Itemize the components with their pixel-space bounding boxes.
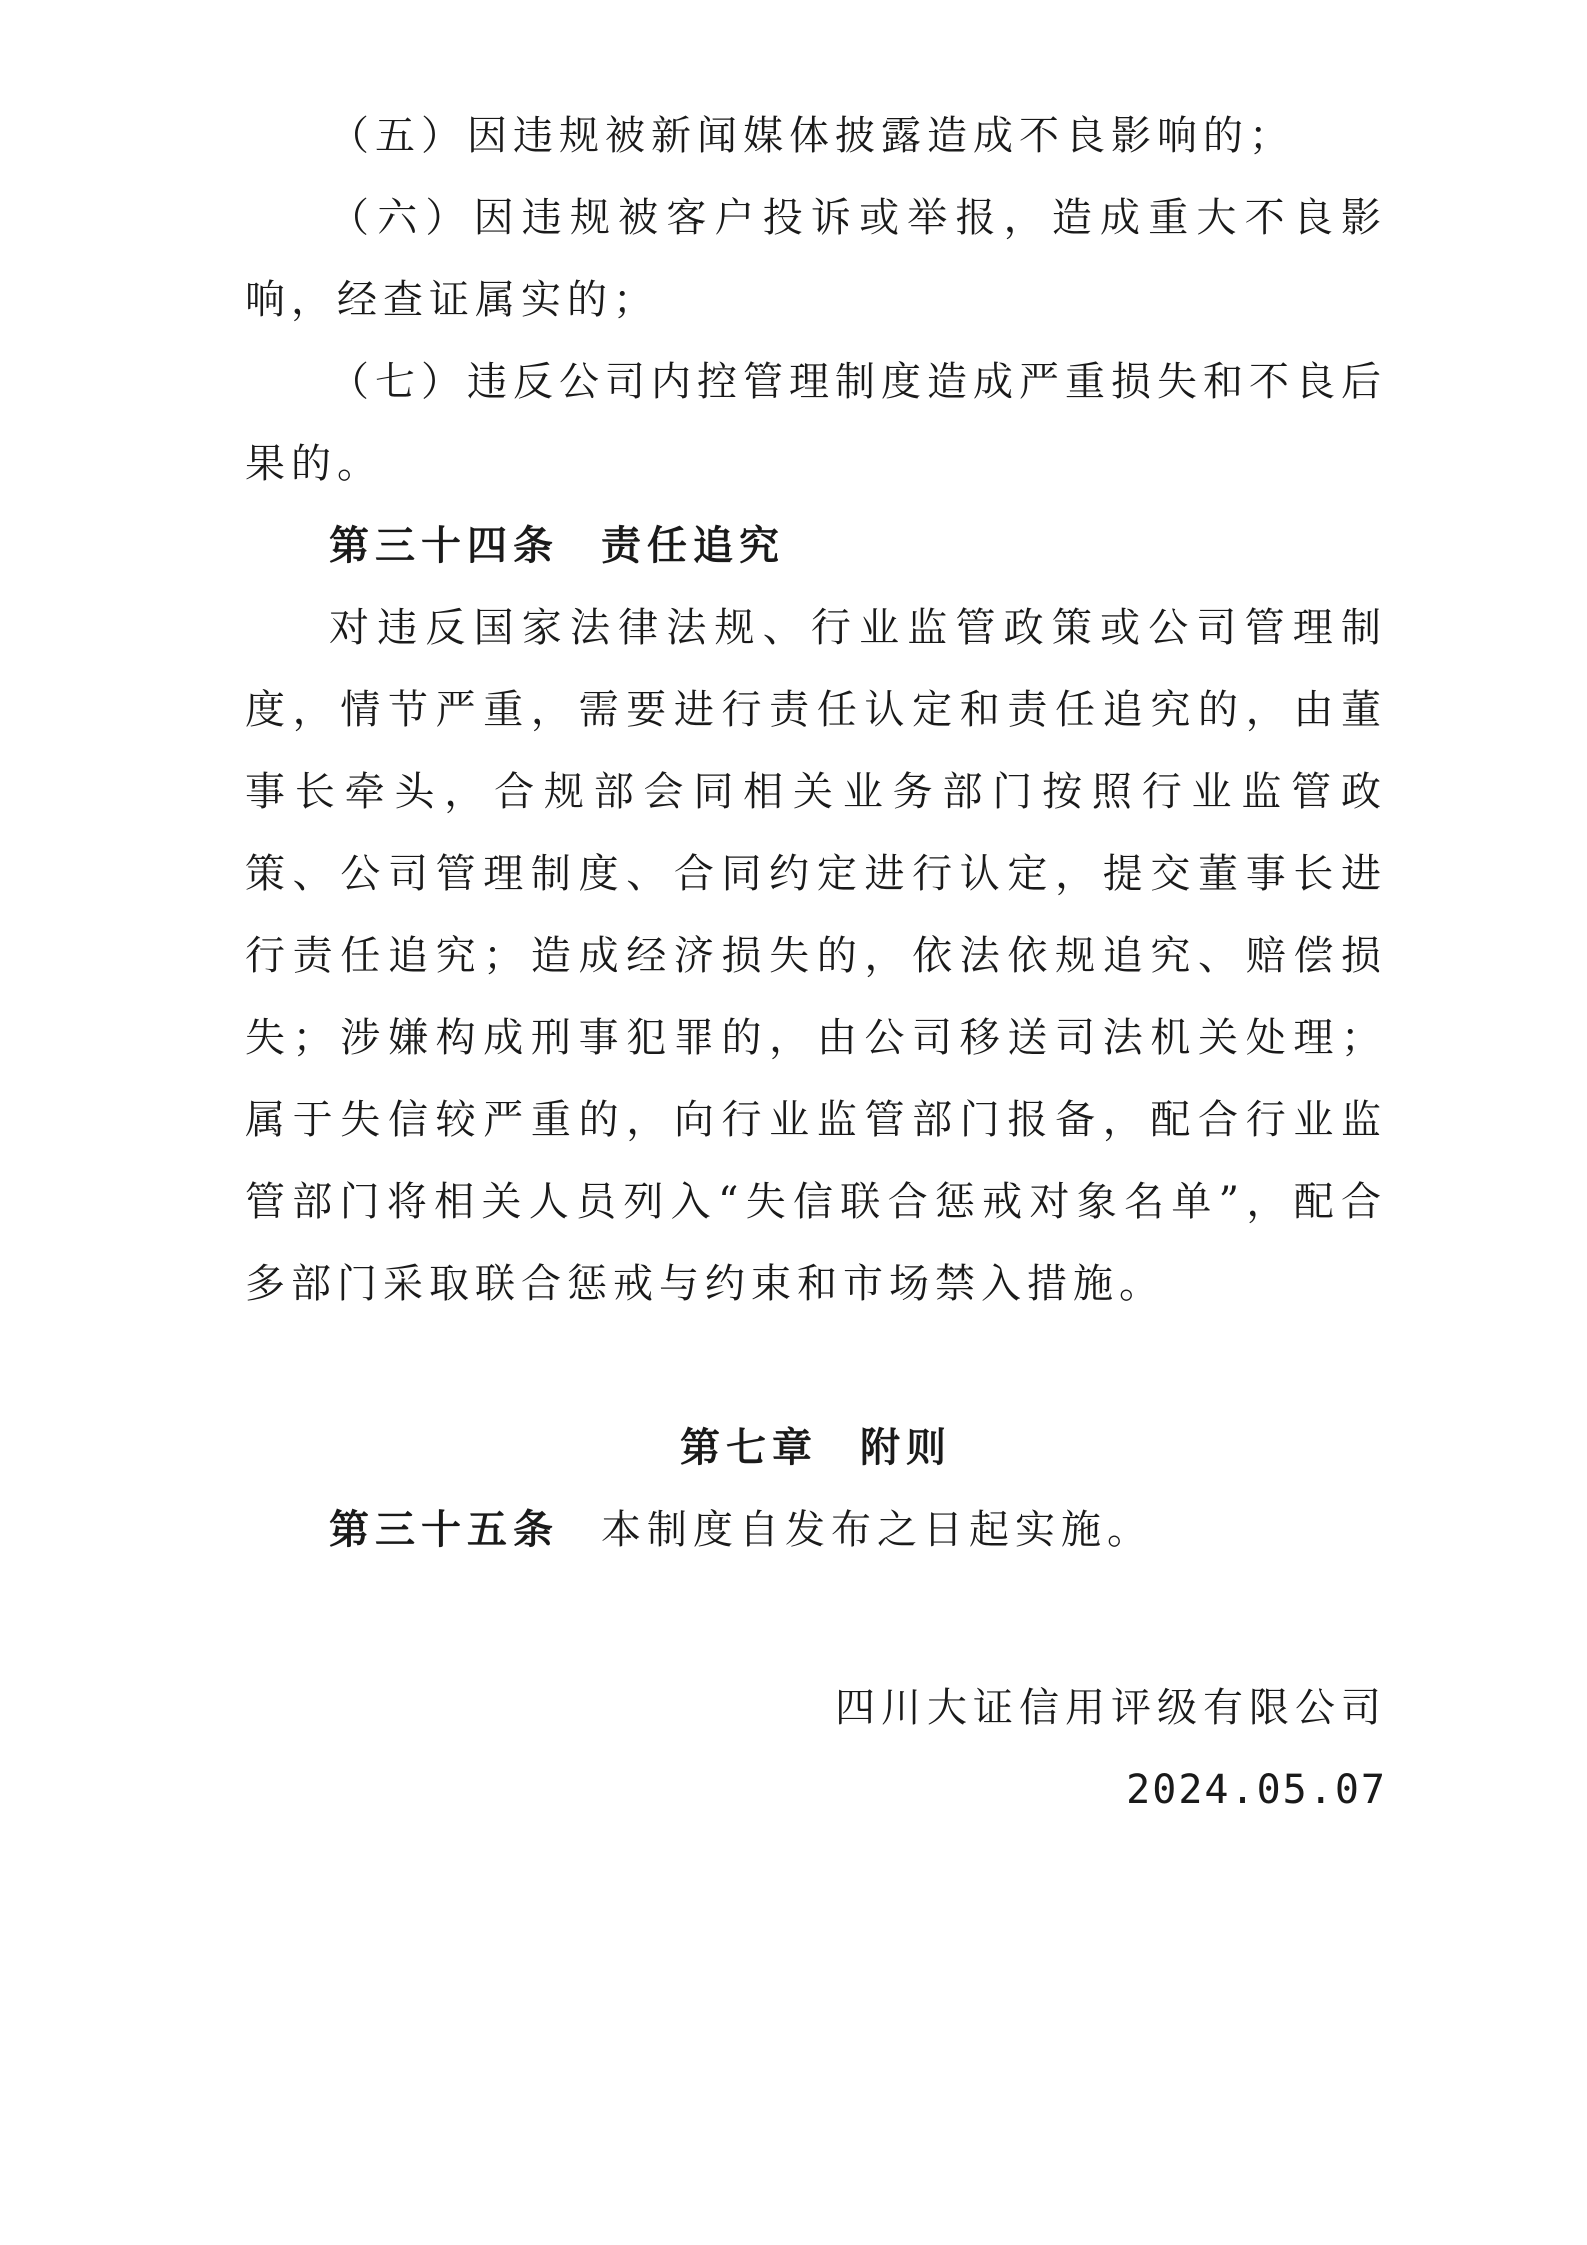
article-34-title: 责任追究 [601,522,785,569]
article-34-body: 对违反国家法律法规、行业监管政策或公司管理制度，情节严重，需要进行责任认定和责任追究的，由董事长牵头，合规部会同相关业务部门按照行业监管政策、公司管理制度、合同约定进行认定，提交董事长进行责任追究；造成经济损失的，依法依规追究、赔偿损失；涉嫌构成刑事犯罪的，由公司移送司法机关处理；属于失信较严重的，向行业监管部门报备，配合行业监管部门将相关人员列入“失信联合惩戒对象名单”，配合多部门采取联合惩戒与约束和市场禁入措施。 [245,605,1387,1307]
article-35 [245,1489,1387,1571]
chapter-7-heading [245,1407,1387,1489]
chapter-7-number: 第七章 [680,1424,818,1471]
item-five: （五）因违规被新闻媒体披露造成不良影响的； [329,113,1295,159]
article-34-heading [245,505,1387,587]
document-date: 2024.05.07 [1126,1767,1387,1813]
item-seven: （七）违反公司内控管理制度造成严重损失和不良后果的。 [245,359,1387,487]
company-name: 四川大证信用评级有限公司 [835,1685,1387,1731]
article-34-number: 第三十四条 [329,522,559,569]
document-body [245,95,1387,1831]
article-35-number: 第三十五条 [329,1506,559,1553]
signature-block [245,1667,1387,1831]
article-35-body: 本制度自发布之日起实施。 [601,1507,1153,1553]
chapter-7-title: 附则 [860,1424,952,1471]
item-six: （六）因违规被客户投诉或举报，造成重大不良影响，经查证属实的； [245,195,1387,323]
